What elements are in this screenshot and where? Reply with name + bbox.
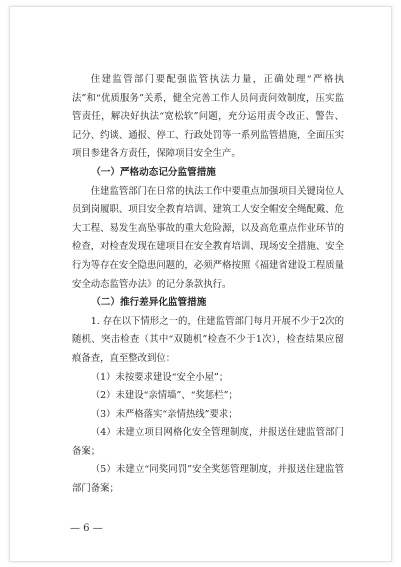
- section-heading-differentiated-supervision: （二）推行差异化监管措施: [91, 297, 207, 309]
- list-item: （2）未建设“亲情墙”、“奖惩栏”；: [90, 390, 238, 402]
- differentiated-supervision-paragraph: 1. 存在以下情形之一的，住建监管部门每月开展不少于2次的随机、突击检查（其中“双随机”检查不少于1次），检查结果应留痕备查，直至整改到位：: [72, 315, 344, 364]
- intro-paragraph: 住建监管部门要配强监管执法力量，正确处理“严格执法”和“优质服务”关系，健全完善工作人员问责问效制度，压实监管责任，解决好执法“宽松软”问题，充分运用责令改正、警告、记分、约谈、通报、停工、行政处罚等一系列监管措施，全面压实项目参建各方责任，保障项目安全生产。: [72, 74, 344, 160]
- section-heading-dynamic-scoring: （一）严格动态记分监管措施: [91, 166, 216, 178]
- list-item: （1）未按要求建设“安全小屋”；: [90, 371, 229, 383]
- dynamic-scoring-paragraph: 住建监管部门在日常的执法工作中要重点加强项目关键岗位人员到岗履职、项目安全教育培训、建筑工人安全帽安全绳配戴、危大工程、易发生高坠事故的重大危险源，以及高危重点作业环节的检查，对检查发现在建项目在安全教育培训、现场安全措施、安全行为等存在安全隐患问题的，必须严格按照《福建省建设工程质量安全动态监管办法》的记分条款执行。: [72, 185, 344, 290]
- list-item: （3）未严格落实“亲情热线”要求；: [90, 408, 238, 420]
- document-page: [9, 6, 392, 562]
- document-body: [72, 71, 344, 499]
- list-item: （5）未建立“同奖同罚”安全奖惩管理制度，并报送住建监管部门备案；: [72, 464, 344, 495]
- list-item: （4）未建立项目网格化安全管理制度，并报送住建监管部门备案；: [72, 427, 344, 457]
- page-number: — 6 —: [70, 523, 103, 534]
